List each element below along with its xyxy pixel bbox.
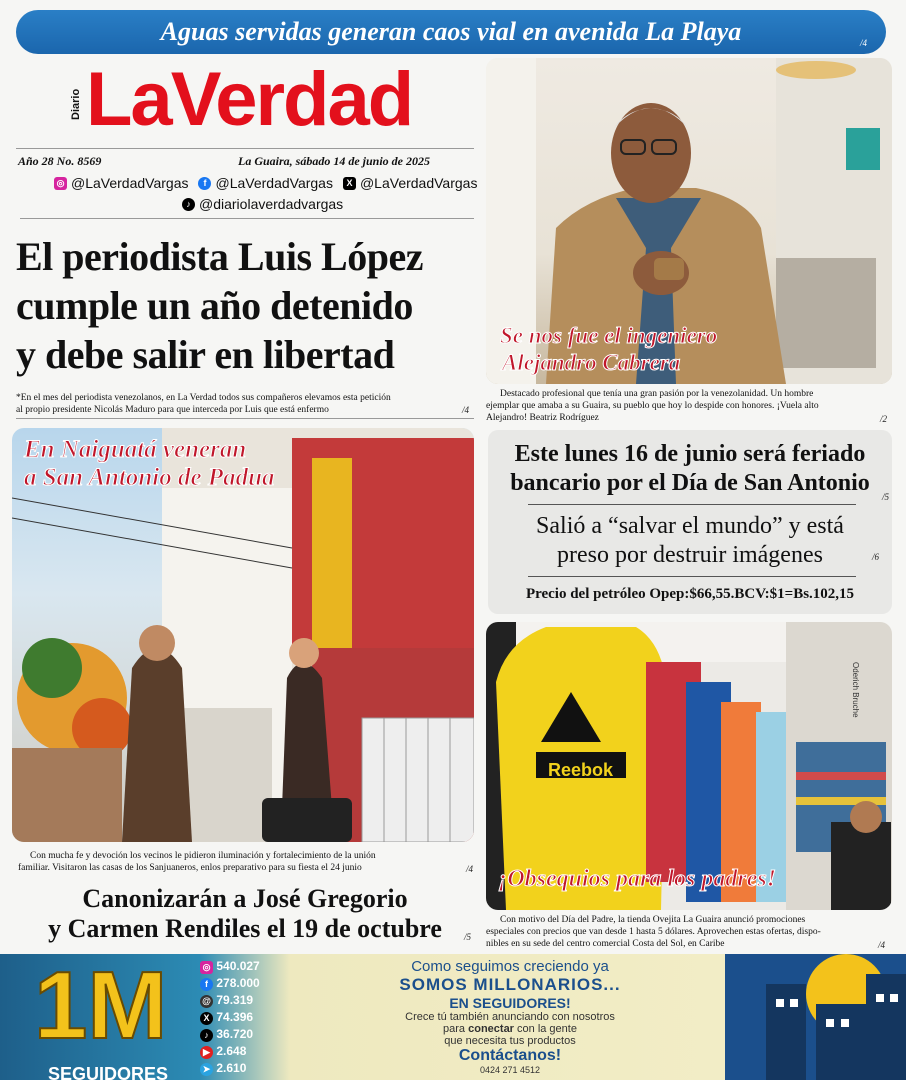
tiktok-icon: ♪ (182, 198, 195, 211)
obituary-overlay-line: Se nos fue el ingeniero (500, 323, 718, 348)
instagram-icon: ◎ (200, 961, 213, 974)
telegram-icon: ➤ (200, 1063, 213, 1076)
obituary-overlay-line: Alejandro Cabrera (502, 350, 681, 375)
issue-number: Año 28 No. 8569 (18, 154, 102, 168)
ad-stat-row (200, 1026, 260, 1043)
lead-rule (16, 418, 474, 419)
ad-stat-value: 278.000 (216, 976, 260, 990)
youtube-icon: ▶ (200, 1046, 213, 1059)
obituary-caption-line: ejemplar que amaba a su Guaira, su pueblo que hoy lo despide con honores. ¡Vuela alto (486, 401, 819, 411)
ad-followers-label: SEGUIDORES (48, 1064, 169, 1080)
ad-stat-value: 2.648 (216, 1044, 247, 1058)
ad-big-number: 1M (34, 952, 168, 1059)
prisoner-line: Salió a “salvar el mundo” y está (536, 513, 844, 539)
ad-stat-value: 74.396 (216, 1010, 254, 1024)
ad-stat-value: 2.610 (216, 1061, 247, 1075)
canonization-line: y Carmen Rendiles el 19 de octubre (48, 914, 442, 943)
ad-stat-row (200, 992, 260, 1009)
threads-icon: @ (200, 995, 213, 1008)
naiguata-overlay (24, 436, 275, 492)
ad-line: EN SEGUIDORES! (449, 995, 571, 1011)
naiguata-page-ref: /4 (466, 864, 474, 874)
briefs-box (488, 430, 892, 614)
ad-stat-row (200, 1060, 260, 1077)
naiguata-caption (18, 850, 476, 874)
lead-caption (16, 392, 476, 416)
fathers-caption-line: Con motivo del Día del Padre, la tienda Ovejita La Guaira anunció promociones (500, 915, 806, 925)
ad-line (300, 1023, 720, 1035)
obituary-caption (486, 388, 892, 424)
holiday-headline[interactable] (488, 440, 892, 498)
ad-line-part: con la gente (513, 1023, 577, 1035)
ad-line: Crece tú también anunciando con nosotros (405, 1011, 615, 1023)
followers-ad[interactable] (0, 954, 906, 1080)
naiguata-caption-line: Con mucha fe y devoción los vecinos le pidieron iluminación y fortalecimiento de la unión (30, 851, 376, 861)
instagram-handle[interactable]: @LaVerdadVargas (71, 175, 189, 191)
ad-line-part: conectar (468, 1023, 514, 1035)
ad-stat-value: 79.319 (216, 993, 254, 1007)
masthead-prefix: Diario (70, 88, 82, 120)
ad-stat-row (200, 1009, 260, 1026)
x-handle[interactable]: @LaVerdadVargas (359, 175, 478, 191)
briefs-rule (528, 504, 856, 505)
lead-headline[interactable] (16, 232, 476, 379)
obituary-photo[interactable] (486, 58, 892, 384)
banner-page-ref: /4 (860, 38, 868, 48)
photo-credit: Oderich Bruche (851, 662, 860, 718)
prisoner-headline[interactable] (488, 512, 892, 570)
ad-line-part: para (443, 1023, 469, 1035)
ad-contact[interactable]: Contáctanos! (458, 1047, 562, 1064)
lead-headline-line: El periodista Luis López (16, 234, 423, 279)
lead-caption-line: *En el mes del periodista venezolanos, en La Verdad todos sus compañeros elevamos esta petición (16, 393, 391, 403)
brand-logo: Reebok (548, 760, 614, 780)
ad-stats (200, 958, 260, 1077)
fathers-caption-line: nibles en su sede del centro comercial Costa del Sol, en Caribe (486, 939, 725, 949)
instagram-icon: ◎ (54, 177, 67, 190)
ad-line: Como seguimos creciendo ya (411, 958, 609, 975)
obituary-caption-line: Alejandro! Beatriz Rodríguez (486, 413, 599, 423)
holiday-line: bancario por el Día de San Antonio (510, 470, 870, 496)
obituary-caption-line: Destacado profesional que tenía una gran pasión por la venezolanidad. Un hombre (500, 389, 814, 399)
dateline: La Guaira, sábado 14 de junio de 2025 (238, 154, 431, 168)
lead-caption-line: al propio presidente Nicolás Maduro para que interceda por Luis que está enfermo (16, 405, 329, 415)
banner-headline: Aguas servidas generan caos vial en avenida La Playa (160, 17, 742, 46)
x-icon: X (200, 1012, 213, 1025)
fathers-caption (486, 914, 892, 950)
masthead-logo: LaVerdad (86, 57, 413, 142)
social-row-1 (54, 175, 477, 191)
obituary-page-ref: /2 (880, 414, 888, 424)
naiguata-overlay-line: En Naiguatá veneran (24, 436, 247, 463)
naiguata-caption-line: familiar. Visitaron las casas de los Sanjuaneros, enlos preparativo para su fiesta el 24 junio (18, 863, 362, 873)
facebook-icon: f (198, 177, 211, 190)
naiguata-overlay-line: a San Antonio de Padua (24, 464, 275, 491)
social-rule (20, 218, 474, 219)
canonization-headline[interactable] (14, 884, 476, 944)
ad-copy (300, 958, 720, 1075)
canonization-page-ref: /5 (464, 932, 472, 942)
fathers-page-ref: /4 (878, 940, 886, 950)
prisoner-line: preso por destruir imágenes (557, 542, 823, 568)
prisoner-page-ref: /6 (872, 552, 880, 562)
ad-phone[interactable]: 0424 271 4512 (479, 1065, 541, 1075)
ad-stat-row (200, 958, 260, 975)
lead-page-ref: /4 (462, 405, 470, 415)
x-icon: X (343, 177, 356, 190)
ad-line: que necesita tus productos (444, 1035, 576, 1047)
top-banner[interactable] (16, 10, 886, 54)
ad-stat-value: 540.027 (216, 959, 260, 973)
fathers-photo[interactable] (486, 622, 892, 910)
masthead-rule (16, 148, 474, 149)
lead-headline-line: cumple un año detenido (16, 283, 413, 328)
naiguata-photo[interactable] (12, 428, 474, 842)
ad-stat-row (200, 975, 260, 992)
tiktok-icon: ♪ (200, 1029, 213, 1042)
tiktok-handle[interactable]: @diariolaverdadvargas (199, 196, 344, 212)
obituary-overlay (500, 322, 717, 376)
fathers-overlay: ¡Obsequios para los padres! (498, 866, 777, 892)
facebook-handle[interactable]: @LaVerdadVargas (215, 175, 333, 191)
fathers-caption-line: especiales con precios que van desde 1 hasta 5 dólares. Aprovechen estas ofertas, dispo- (486, 927, 821, 937)
ad-stat-row (200, 1043, 260, 1060)
social-row-2 (182, 196, 343, 212)
briefs-rule (528, 576, 856, 577)
holiday-line: Este lunes 16 de junio será feriado (514, 441, 866, 467)
ad-city-art (726, 954, 906, 1080)
lead-headline-line: y debe salir en libertad (16, 332, 395, 377)
oil-price: Precio del petróleo Opep:$66,55.BCV:$1=Bs.102,15 (525, 586, 855, 602)
canonization-line: Canonizarán a José Gregorio (82, 884, 408, 913)
ad-line: SOMOS MILLONARIOS... (399, 975, 621, 994)
facebook-icon: f (200, 978, 213, 991)
holiday-page-ref: /5 (882, 492, 890, 502)
ad-stat-value: 36.720 (216, 1027, 254, 1041)
